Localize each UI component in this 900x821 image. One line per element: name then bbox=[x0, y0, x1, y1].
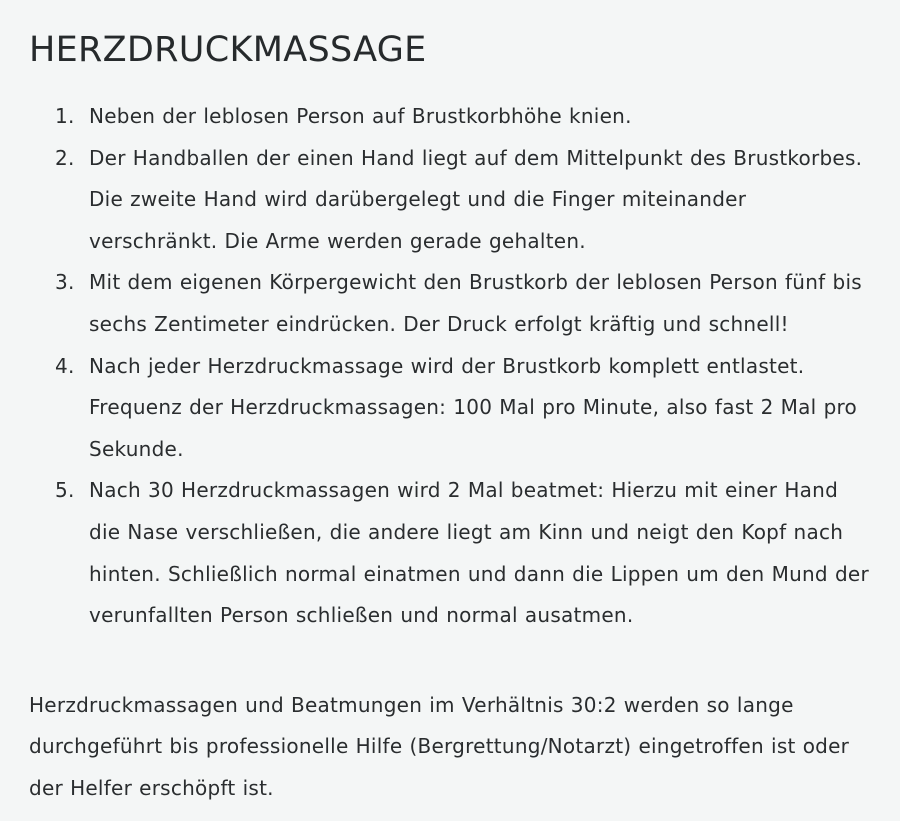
step-number: 1. bbox=[55, 104, 75, 128]
summary-paragraph bbox=[29, 685, 878, 810]
step-text-line: Sekunde. bbox=[89, 436, 184, 461]
steps-list bbox=[29, 96, 878, 637]
step-number: 3. bbox=[55, 270, 75, 295]
step-item-3 bbox=[29, 262, 878, 345]
step-text-line: verschränkt. Die Arme werden gerade gehalten. bbox=[89, 228, 586, 253]
step-text-line: Frequenz der Herzdruckmassagen: 100 Mal pro Minute, also fast 2 Mal pro bbox=[89, 395, 858, 420]
summary-line: durchgeführt bis professionelle Hilfe (Bergrettung/Notarzt) eingetroffen ist oder bbox=[29, 734, 850, 759]
summary-line: der Helfer erschöpft ist. bbox=[29, 775, 274, 800]
step-text-line: Nach jeder Herzdruckmassage wird der Brustkorb komplett entlastet. bbox=[89, 353, 805, 378]
step-text-line: Der Handballen der einen Hand liegt auf dem Mittelpunkt des Brustkorbes. bbox=[89, 145, 863, 170]
step-text-line: hinten. Schließlich normal einatmen und dann die Lippen um den Mund der bbox=[89, 561, 869, 586]
step-text-line: sechs Zentimeter eindrücken. Der Druck erfolgt kräftig und schnell! bbox=[89, 311, 789, 336]
step-item-4 bbox=[29, 346, 878, 471]
step-number: 5. bbox=[55, 478, 75, 503]
step-text-line: Neben der leblosen Person auf Brustkorbhöhe knien. bbox=[89, 104, 632, 128]
page-title: HERZDRUCKMASSAGE bbox=[29, 30, 427, 70]
step-item-2 bbox=[29, 138, 878, 263]
step-text-line: Mit dem eigenen Körpergewicht den Brustkorb der leblosen Person fünf bis bbox=[89, 270, 862, 295]
step-number: 2. bbox=[55, 145, 75, 170]
step-text-line: Nach 30 Herzdruckmassagen wird 2 Mal beatmet: Hierzu mit einer Hand bbox=[89, 478, 839, 503]
step-text-line: die Nase verschließen, die andere liegt am Kinn und neigt den Kopf nach bbox=[89, 519, 844, 544]
step-item-5 bbox=[29, 470, 878, 636]
step-text-line: Die zweite Hand wird darübergelegt und die Finger miteinander bbox=[89, 187, 747, 212]
step-item-1 bbox=[29, 96, 878, 138]
summary-line: Herzdruckmassagen und Beatmungen im Verhältnis 30:2 werden so lange bbox=[29, 692, 794, 717]
step-number: 4. bbox=[55, 353, 75, 378]
step-text-line: verunfallten Person schließen und normal ausatmen. bbox=[89, 603, 634, 628]
